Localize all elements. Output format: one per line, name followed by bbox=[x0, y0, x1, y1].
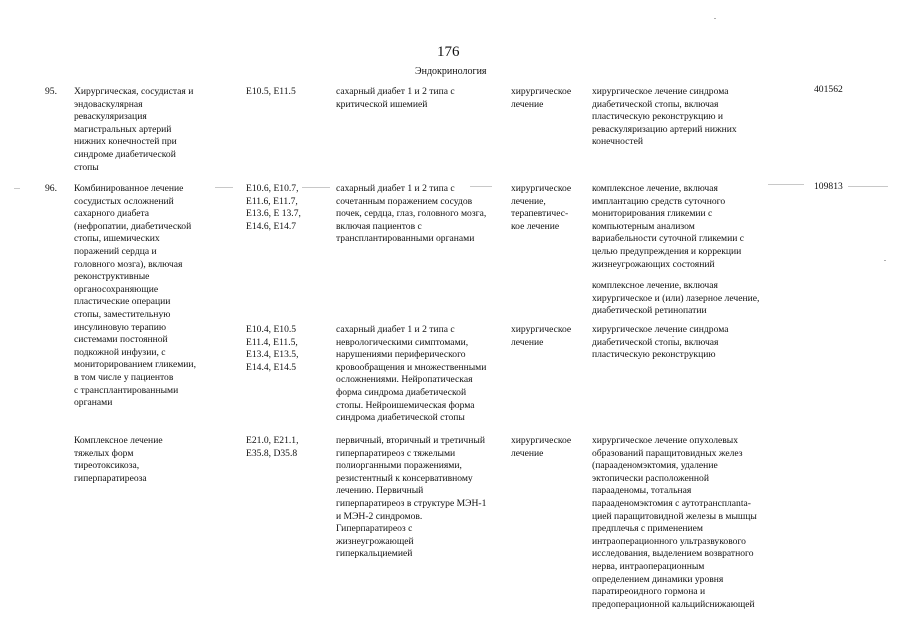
scan-speck bbox=[470, 186, 492, 187]
text-line: пластическую реконструкцию bbox=[592, 349, 716, 361]
text-line: форма синдрома диабетической bbox=[336, 386, 467, 398]
patient-model bbox=[336, 324, 486, 425]
text-line: реваскуляризация bbox=[74, 111, 147, 123]
text-line: хирургическое bbox=[511, 324, 572, 335]
text-line: пластические операции bbox=[74, 296, 171, 308]
row-number: 95. bbox=[45, 86, 57, 97]
text-line: критической ишемией bbox=[336, 98, 428, 110]
text-line: полиорганными поражениями, bbox=[336, 460, 462, 472]
row-codes bbox=[246, 435, 299, 460]
text-line: подкожной инфузии, с bbox=[74, 346, 166, 358]
text-line: E11.6, E11.7, bbox=[246, 195, 298, 207]
treatment-method bbox=[592, 324, 729, 362]
text-line: в том числе у пациентов bbox=[74, 371, 174, 383]
text-line: E11.4, E11.5, bbox=[246, 336, 298, 348]
text-line: мониторирования гликемии с bbox=[592, 208, 713, 220]
text-line: реконструктивные bbox=[74, 271, 150, 283]
text-line: хирургическое лечение синдрома bbox=[592, 324, 729, 335]
text-line: стопы bbox=[74, 161, 99, 173]
text-line: парааденомы, тотальная bbox=[592, 485, 692, 497]
text-line: терапевтичес- bbox=[511, 208, 569, 220]
text-line: нерва, интраоперационным bbox=[592, 560, 705, 572]
text-line: стопы, заместительную bbox=[74, 308, 171, 320]
scan-speck bbox=[884, 260, 886, 261]
text-line: гиперпаратиреоза bbox=[74, 472, 147, 484]
text-line: предоперационной кальцийснижающей bbox=[592, 598, 755, 610]
treatment-type bbox=[511, 183, 571, 233]
text-line: гиперпаратиреоз с тяжелыми bbox=[336, 447, 456, 459]
text-line: цией паращитовидной железы в мышцы bbox=[592, 510, 757, 522]
text-line: тяжелых форм bbox=[74, 447, 134, 459]
patient-model bbox=[336, 183, 486, 246]
text-line: интраоперационного ультразвукового bbox=[592, 535, 746, 547]
text-line: системами постоянной bbox=[74, 334, 168, 346]
text-line: синдроме диабетической bbox=[74, 148, 176, 160]
scan-speck bbox=[768, 184, 804, 185]
text-line: пластическую реконструкцию и bbox=[592, 111, 724, 123]
treatment-method-secondary bbox=[592, 280, 759, 318]
treatment-type bbox=[511, 435, 571, 460]
text-line: имплантацию средств суточного bbox=[592, 195, 726, 207]
text-line: целью предупреждения и коррекции bbox=[592, 245, 742, 257]
text-line: резистентный к консервативному bbox=[336, 472, 473, 484]
text-line: инсулиновую терапию bbox=[74, 321, 167, 333]
text-line: сахарный диабет 1 и 2 типа с bbox=[336, 183, 455, 194]
text-line: кое лечение bbox=[511, 220, 560, 232]
row-codes bbox=[246, 324, 299, 374]
text-line: E14.4, E14.5 bbox=[246, 361, 297, 373]
row-name bbox=[74, 183, 196, 410]
text-line: хирургическое bbox=[511, 435, 572, 446]
text-line: кровообращения и множественными bbox=[336, 361, 487, 373]
scan-speck bbox=[848, 186, 888, 187]
treatment-type bbox=[511, 86, 571, 111]
patient-model bbox=[336, 86, 455, 111]
text-line: E10.4, E10.5 bbox=[246, 324, 297, 335]
text-line: включая пациентов с bbox=[336, 220, 422, 232]
text-line: гиперкальциемией bbox=[336, 548, 413, 560]
section-title: Эндокринология bbox=[415, 66, 487, 77]
text-line: E35.8, D35.8 bbox=[246, 447, 298, 459]
page-number: 176 bbox=[437, 44, 460, 60]
scan-speck bbox=[714, 18, 716, 19]
text-line: Гиперпаратиреоз с bbox=[336, 523, 413, 535]
text-line: поражений сердца и bbox=[74, 245, 157, 257]
text-line: первичный, вторичный и третичный bbox=[336, 435, 485, 446]
text-line: неврологическими симптомами, bbox=[336, 336, 469, 348]
text-line: органосохраняющие bbox=[74, 283, 159, 295]
cost-value: 401562 bbox=[814, 84, 843, 95]
text-line: диабетической стопы, включая bbox=[592, 98, 719, 110]
row-number: 96. bbox=[45, 183, 57, 194]
text-line: магистральных артерий bbox=[74, 123, 172, 135]
text-line: тиреотоксикоза, bbox=[74, 460, 140, 472]
text-line: трансплантированными органами bbox=[336, 233, 475, 245]
text-line: Хирургическая, сосудистая и bbox=[74, 86, 194, 97]
text-line: нарушениями периферического bbox=[336, 349, 466, 361]
text-line: осложнениями. Нейропатическая bbox=[336, 374, 473, 386]
text-line: эндоваскулярная bbox=[74, 98, 143, 110]
text-line: комплексное лечение, включая bbox=[592, 280, 718, 291]
text-line: парааденомэктомия с аутотрансплanta- bbox=[592, 497, 751, 509]
text-line: образований паращитовидных желез bbox=[592, 447, 743, 459]
row-codes bbox=[246, 86, 296, 99]
treatment-method bbox=[592, 183, 744, 271]
text-line: E13.4, E13.5, bbox=[246, 349, 299, 361]
text-line: сахарный диабет 1 и 2 типа с bbox=[336, 324, 455, 335]
text-line: синдрома диабетической стопы bbox=[336, 412, 465, 424]
text-line: нижних конечностей при bbox=[74, 136, 177, 148]
text-line: и МЭН-2 синдромов. bbox=[336, 510, 423, 522]
text-line: лечение bbox=[511, 98, 544, 110]
text-line: хирургическое и (или) лазерное лечение, bbox=[592, 292, 760, 304]
scan-speck bbox=[215, 187, 233, 188]
treatment-type bbox=[511, 324, 571, 349]
text-line: лечение bbox=[511, 336, 544, 348]
text-line: исследования, выделением возвратного bbox=[592, 548, 754, 560]
text-line: органами bbox=[74, 397, 113, 409]
text-line: комплексное лечение, включая bbox=[592, 183, 718, 194]
text-line: эктопически расположенной bbox=[592, 472, 709, 484]
patient-model bbox=[336, 435, 486, 561]
row-name bbox=[74, 435, 163, 485]
treatment-method bbox=[592, 86, 737, 149]
text-line: E10.5, E11.5 bbox=[246, 86, 296, 97]
text-line: Комплексное лечение bbox=[74, 435, 163, 446]
text-line: (парааденомэктомия, удаление bbox=[592, 460, 718, 472]
text-line: паратиреоидного гормона и bbox=[592, 586, 706, 598]
text-line: почек, сердца, глаз, головного мозга, bbox=[336, 208, 487, 220]
cost-value: 109813 bbox=[814, 181, 843, 192]
scan-speck bbox=[672, 336, 674, 337]
text-line: хирургическое bbox=[511, 183, 572, 194]
text-line: хирургическое лечение опухолевых bbox=[592, 435, 739, 446]
text-line: конечностей bbox=[592, 136, 643, 148]
text-line: сахарный диабет 1 и 2 типа с bbox=[336, 86, 455, 97]
text-line: компьютерным анализом bbox=[592, 220, 695, 232]
text-line: E14.6, E14.7 bbox=[246, 220, 297, 232]
text-line: с трансплантированными bbox=[74, 384, 179, 396]
text-line: (нефропатии, диабетической bbox=[74, 220, 192, 232]
text-line: стопы, ишемических bbox=[74, 233, 160, 245]
text-line: E13.6, E 13.7, bbox=[246, 208, 301, 220]
text-line: вариабельности суточной гликемии с bbox=[592, 233, 745, 245]
text-line: диабетической стопы, включая bbox=[592, 336, 719, 348]
text-line: хирургическое bbox=[511, 86, 572, 97]
text-line: мониторированием гликемии, bbox=[74, 359, 196, 371]
text-line: головного мозга), включая bbox=[74, 258, 183, 270]
text-line: реваскуляризацию артерий нижних bbox=[592, 123, 737, 135]
row-codes bbox=[246, 183, 301, 233]
scan-speck bbox=[14, 188, 20, 189]
text-line: E10.6, E10.7, bbox=[246, 183, 299, 194]
text-line: лечение bbox=[511, 447, 544, 459]
text-line: E21.0, E21.1, bbox=[246, 435, 299, 446]
text-line: лечение, bbox=[511, 195, 546, 207]
row-name bbox=[74, 86, 193, 174]
text-line: жизнеугрожающей bbox=[336, 535, 414, 547]
text-line: гиперпаратиреоз в структуре МЭН-1 bbox=[336, 497, 487, 509]
text-line: определением динамики уровня bbox=[592, 573, 724, 585]
text-line: сахарного диабета bbox=[74, 208, 150, 220]
text-line: лечению. Первичный bbox=[336, 485, 424, 497]
text-line: жизнеугрожающих состояний bbox=[592, 258, 715, 270]
text-line: предплечья с применением bbox=[592, 523, 703, 535]
scan-speck bbox=[302, 187, 330, 188]
text-line: сочетанным поражением сосудов bbox=[336, 195, 473, 207]
text-line: Комбинированное лечение bbox=[74, 183, 184, 194]
text-line: сосудистых осложнений bbox=[74, 195, 174, 207]
text-line: хирургическое лечение синдрома bbox=[592, 86, 729, 97]
treatment-method bbox=[592, 435, 757, 611]
text-line: диабетической ретинопатии bbox=[592, 305, 707, 317]
text-line: стопы. Нейроишемическая форма bbox=[336, 399, 475, 411]
